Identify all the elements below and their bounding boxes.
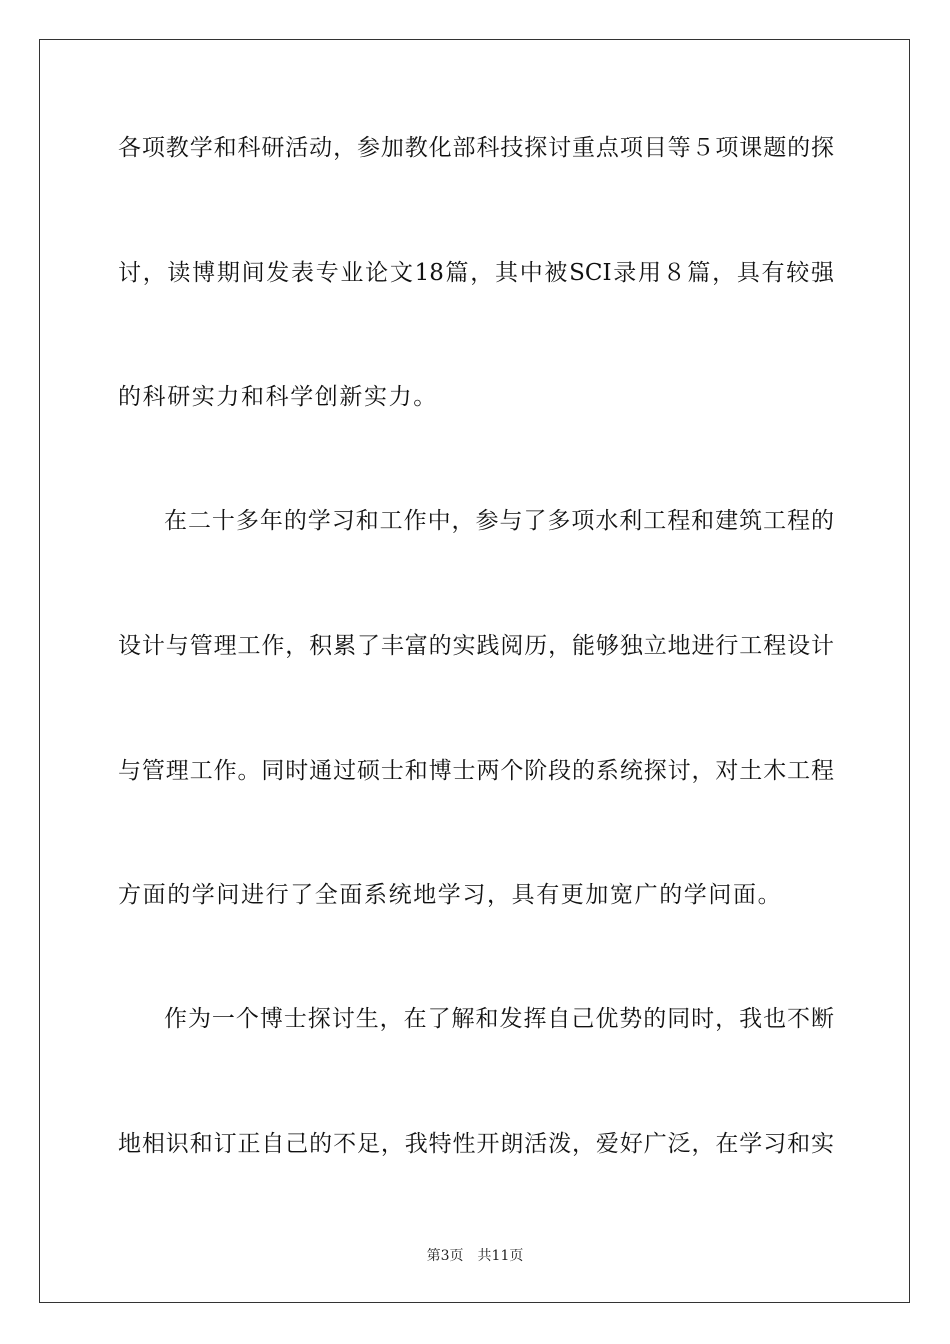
paragraph-first-line: 作为一个博士探讨生，在了解和发挥自己优势的同时，我也不断 (164, 1006, 834, 1032)
paragraph-first-line: 在二十多年的学习和工作中，参与了多项水利工程和建筑工程的 (164, 508, 834, 534)
page-frame (39, 39, 910, 1303)
text-line: 与管理工作。同时通过硕士和博士两个阶段的系统探讨，对土木工程 (118, 758, 834, 784)
page-footer (0, 1247, 950, 1265)
text-line: 地相识和订正自己的不足，我特性开朗活泼，爱好广泛，在学习和实 (118, 1131, 834, 1157)
text-line: 方面的学问进行了全面系统地学习，具有更加宽广的学问面。 (118, 882, 783, 908)
page-number: 第3页 (426, 1248, 464, 1264)
text-line: 的科研实力和科学创新实力。 (118, 384, 438, 410)
text-line: 设计与管理工作，积累了丰富的实践阅历，能够独立地进行工程设计 (118, 633, 834, 659)
text-line: 各项教学和科研活动，参加教化部科技探讨重点项目等５项课题的探 (118, 135, 834, 161)
text-line: 讨，读博期间发表专业论文18篇，其中被SCI录用８篇，具有较强 (118, 260, 834, 286)
page-total: 共11页 (477, 1248, 524, 1264)
